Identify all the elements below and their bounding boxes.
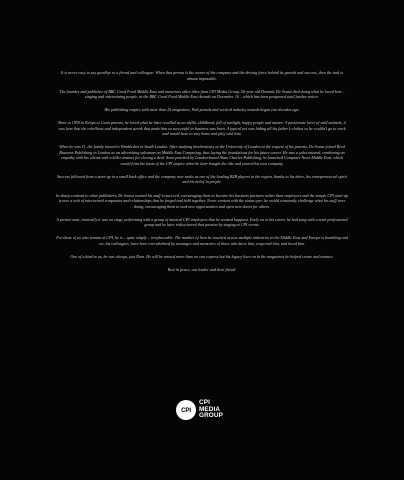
paragraph-private: A private man, ironically it was on stage performing with a group of musical CPI employees that he seemed happiest. Early on in his career he had sung with a semi-professional group and he later rediscovered that passion by singing at CPI events. [56,216,348,228]
cpi-media-group-logo [176,397,236,423]
paragraph-farewell: Rest in peace, our leader and dear friend. [167,266,237,272]
paragraph-childhood: Born in 1959 in Kenya to Goan parents, he loved what he later recalled as an idyllic childhood, full of sunlight, happy people and nature. A passionate lover of wild animals, it was here that the rebellious and independent streak that made him so successful in business was born. A typical act was hiding all his father’s clothes so he couldn’t go to work and would have to stay home and play with him. [58,120,346,137]
tribute-article [56,70,348,280]
logo-line-group: GROUP [199,412,223,420]
paragraph-leadership: In sharp contrast to other publishers, De Sousa wanted his staff to succeed, encouraging them to become his business partners rather than employees and the simple CPI start-up is now a web of intertwined companies and relationships that he forged and held together. Never content with the status quo; he would constantly challenge what his staff were doing, encouraging them to seek new opportunities and open new doors for others. [56,192,348,209]
paragraph-founder: The founder and publisher of BBC Good Food Middle East and numerous other titles from CPI Media Group, 56-year old Dominic De Sousa died doing what he loved best – singing and entertaining people, at the BBC Good Food Middle East Awards on December 16 – which has been postponed until further notice. [59,88,345,100]
logo-line-cpi: CPI [199,399,210,407]
paragraph-intro: It is never easy to say goodbye to a friend and colleague. When that person is the owner of the company and the driving force behind its growth and success, then the task is almost impossible. [60,70,344,81]
paragraph-legacy: One of a kind to us, he was always, just Dom. He will be missed more than we can express but his legacy lives on in the magazines he helped create and nurture. [70,253,334,259]
paragraph-career: When he was 11, the family moved to Wimbledon in South London. After studying biochemistry at the University of London at the request of his parents, De Sousa joined Reed Business Publishing in London as an advertising salesman on Middle East Computing, thus laying the foundations for his future career. He was a sales natural, combining an empathy with his clients with a killer instinct for closing a deal. Soon poached by London-based Alain Charles Publishing, he launched Computer News Middle East, which would form the basis of the CPI empire when he later bought the title and started his own company. [59,144,345,166]
cpi-logo-wordmark [199,400,223,420]
cpi-logo-mark: CPI [176,400,196,420]
logo-line-media: MEDIA [199,405,221,413]
paragraph-success: Success followed from a start-up in a small back office and the company now ranks as one of the leading B2B players in the region, thanks to his drive, his entrepreneurial spirit and his belief in people. [57,173,347,185]
paragraph-irreplaceable: For those of us who remain at CPI, he is – quite simply – irreplaceable. The number of lives he touched across multiple industries in the Middle East and Europe is humbling and we, his colleagues, have been overwhelmed by messages and memories of those who knew him, respected him, and loved him. [56,235,348,246]
paragraph-empire: His publishing empire with more than 25 magazines, Web portals and vertical industry awards began two decades ago. [104,107,300,113]
